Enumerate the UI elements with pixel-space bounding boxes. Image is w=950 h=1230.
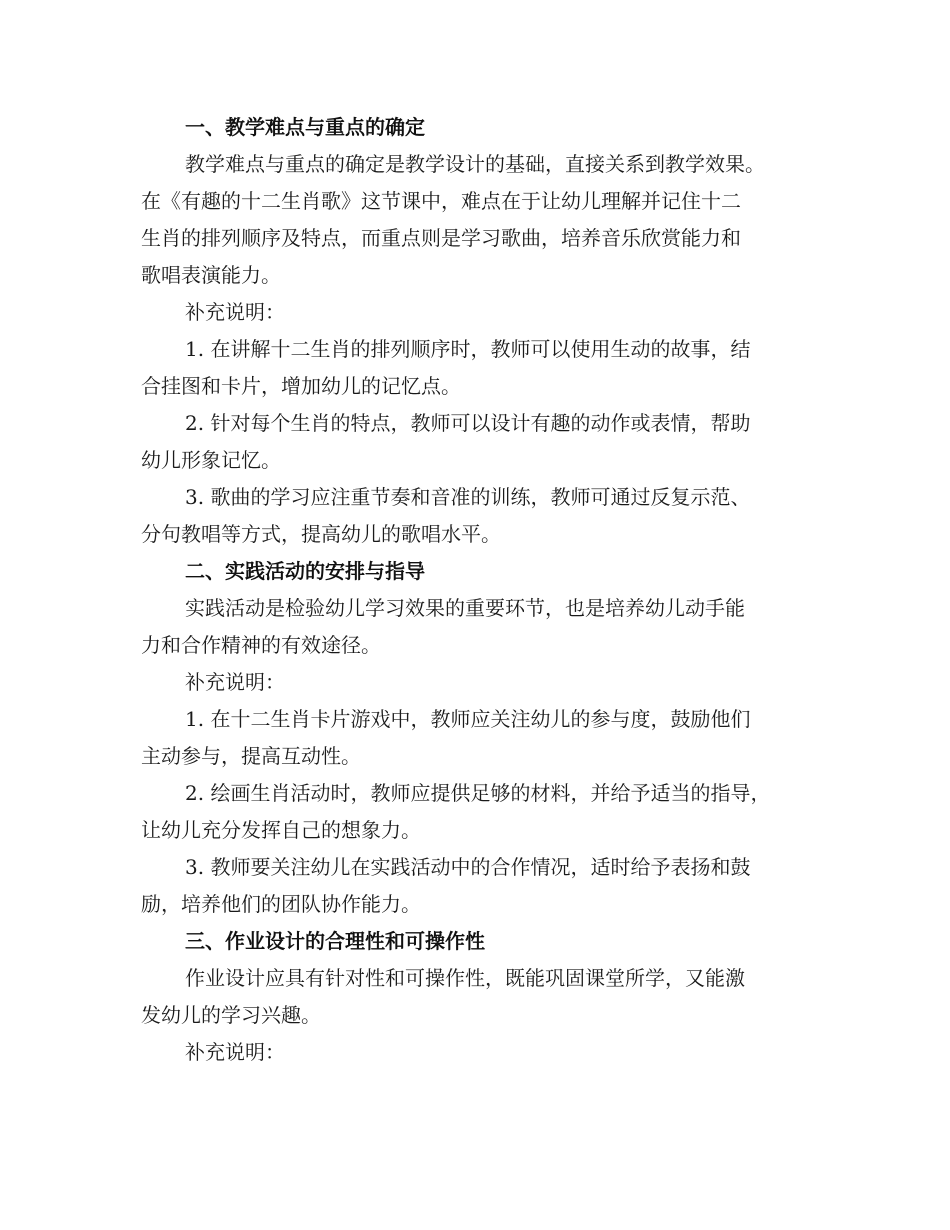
list-item-line: 分句教唱等方式，提高幼儿的歌唱水平。: [141, 522, 501, 546]
list-item-line: 励，培养他们的团队协作能力。: [141, 892, 421, 916]
list-item-line: 合挂图和卡片，增加幼儿的记忆点。: [141, 374, 461, 398]
list-item-line: 3. 歌曲的学习应注重节奏和音准的训练，教师可通过反复示范、: [185, 485, 751, 509]
section-heading: 一、教学难点与重点的确定: [185, 115, 425, 139]
paragraph-line: 歌唱表演能力。: [141, 263, 281, 287]
section-heading: 二、实践活动的安排与指导: [185, 559, 425, 583]
supplement-label: 补充说明：: [185, 1040, 285, 1064]
list-item-line: 2. 针对每个生肖的特点，教师可以设计有趣的动作或表情，帮助: [185, 411, 751, 435]
list-item-line: 2. 绘画生肖活动时，教师应提供足够的材料，并给予适当的指导，: [185, 781, 771, 805]
list-item-line: 3. 教师要关注幼儿在实践活动中的合作情况，适时给予表扬和鼓: [185, 855, 751, 879]
paragraph-line: 教学难点与重点的确定是教学设计的基础，直接关系到教学效果。: [185, 152, 765, 176]
supplement-label: 补充说明：: [185, 300, 285, 324]
list-item-line: 1. 在十二生肖卡片游戏中，教师应关注幼儿的参与度，鼓励他们: [185, 707, 751, 731]
paragraph-line: 发幼儿的学习兴趣。: [141, 1003, 321, 1027]
list-item-line: 主动参与，提高互动性。: [141, 744, 361, 768]
list-item-line: 1. 在讲解十二生肖的排列顺序时，教师可以使用生动的故事，结: [185, 337, 751, 361]
list-item-line: 幼儿形象记忆。: [141, 448, 281, 472]
paragraph-line: 在《有趣的十二生肖歌》这节课中，难点在于让幼儿理解并记住十二: [141, 189, 741, 213]
paragraph-line: 作业设计应具有针对性和可操作性，既能巩固课堂所学，又能激: [185, 966, 745, 990]
paragraph-line: 实践活动是检验幼儿学习效果的重要环节，也是培养幼儿动手能: [185, 596, 745, 620]
supplement-label: 补充说明：: [185, 670, 285, 694]
list-item-line: 让幼儿充分发挥自己的想象力。: [141, 818, 421, 842]
paragraph-line: 生肖的排列顺序及特点，而重点则是学习歌曲，培养音乐欣赏能力和: [141, 226, 741, 250]
paragraph-line: 力和合作精神的有效途径。: [141, 633, 381, 657]
section-heading: 三、作业设计的合理性和可操作性: [185, 929, 485, 953]
